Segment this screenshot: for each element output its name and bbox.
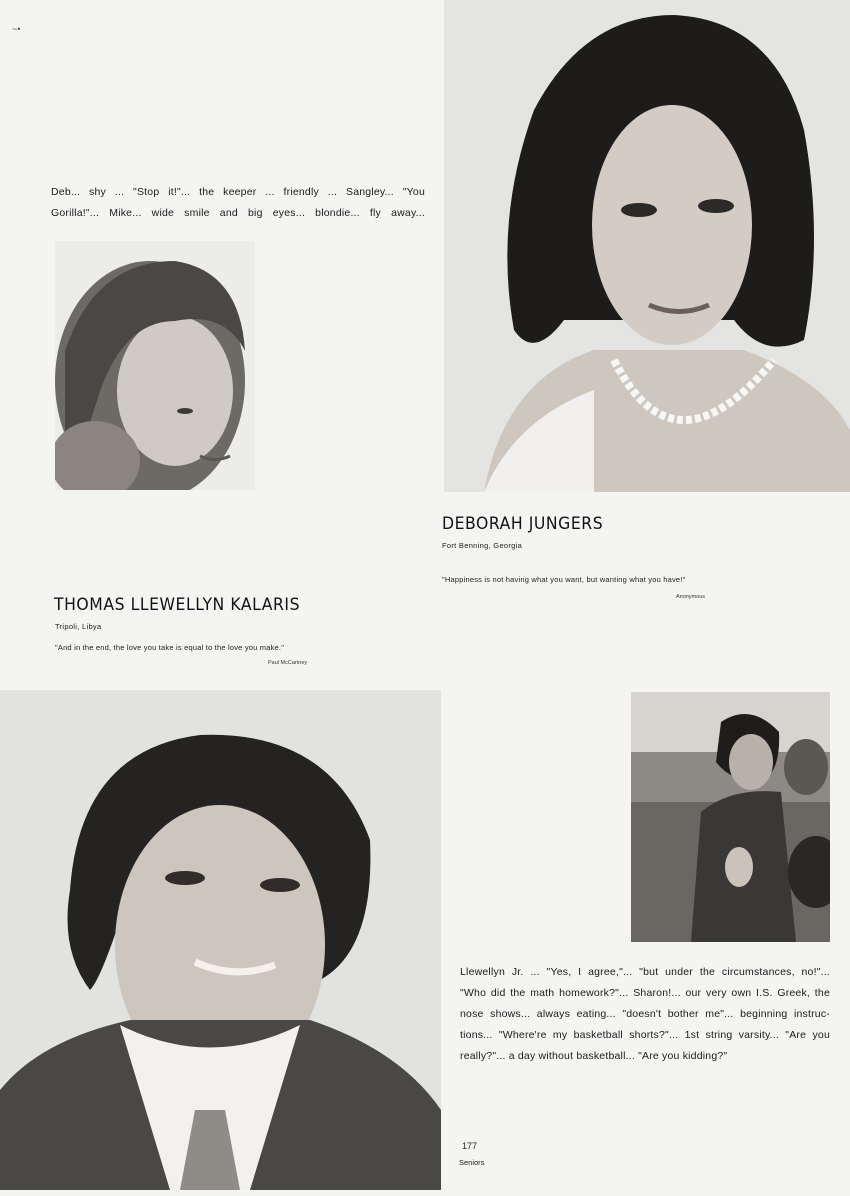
caption-line: nose shows... always eating... "doesn't bother me"... beginning instruc- (460, 1008, 830, 1020)
thomas-caption (460, 962, 830, 1067)
thomas-candid-photo (631, 692, 830, 942)
caption-line: Gorilla!"... Mike... wide smile and big eyes... blondie... fly away... (51, 207, 425, 219)
thomas-name: THOMAS LLEWELLYN KALARIS (54, 595, 301, 615)
caption-line: tions... "Where're my basketball shorts?"... 1st string varsity... "Are you (460, 1029, 830, 1041)
deborah-quote-attribution: Anonymous (676, 594, 706, 600)
caption-line: Llewellyn Jr. ... "Yes, I agree,"... "but under the circumstances, no!"... (460, 966, 830, 978)
deborah-quote: "Happiness is not having what you want, but wanting what you have!" (442, 575, 686, 584)
corner-mark: ~• (12, 24, 21, 34)
thomas-portrait-photo (0, 690, 441, 1190)
caption-line: "Who did the math homework?"... Sharon!... our very own I.S. Greek, the (460, 987, 830, 999)
deborah-candid-photo (55, 241, 255, 490)
thomas-hometown: Tripoli, Libya (55, 622, 102, 631)
deborah-portrait-photo (444, 0, 850, 492)
caption-line: Deb... shy ... "Stop it!"... the keeper ... friendly ... Sangley... "You (51, 186, 425, 198)
caption-line: really?"... a day without basketball... "Are you kidding?" (460, 1050, 728, 1062)
thomas-quote: "And in the end, the love you take is equal to the love you make." (55, 643, 285, 652)
deborah-caption (51, 182, 425, 224)
deborah-name: DEBORAH JUNGERS (442, 514, 604, 534)
section-label: Seniors (459, 1158, 485, 1167)
page-number: 177 (462, 1141, 478, 1151)
thomas-quote-attribution: Paul McCartney (268, 660, 308, 666)
deborah-hometown: Fort Benning, Georgia (442, 541, 523, 550)
